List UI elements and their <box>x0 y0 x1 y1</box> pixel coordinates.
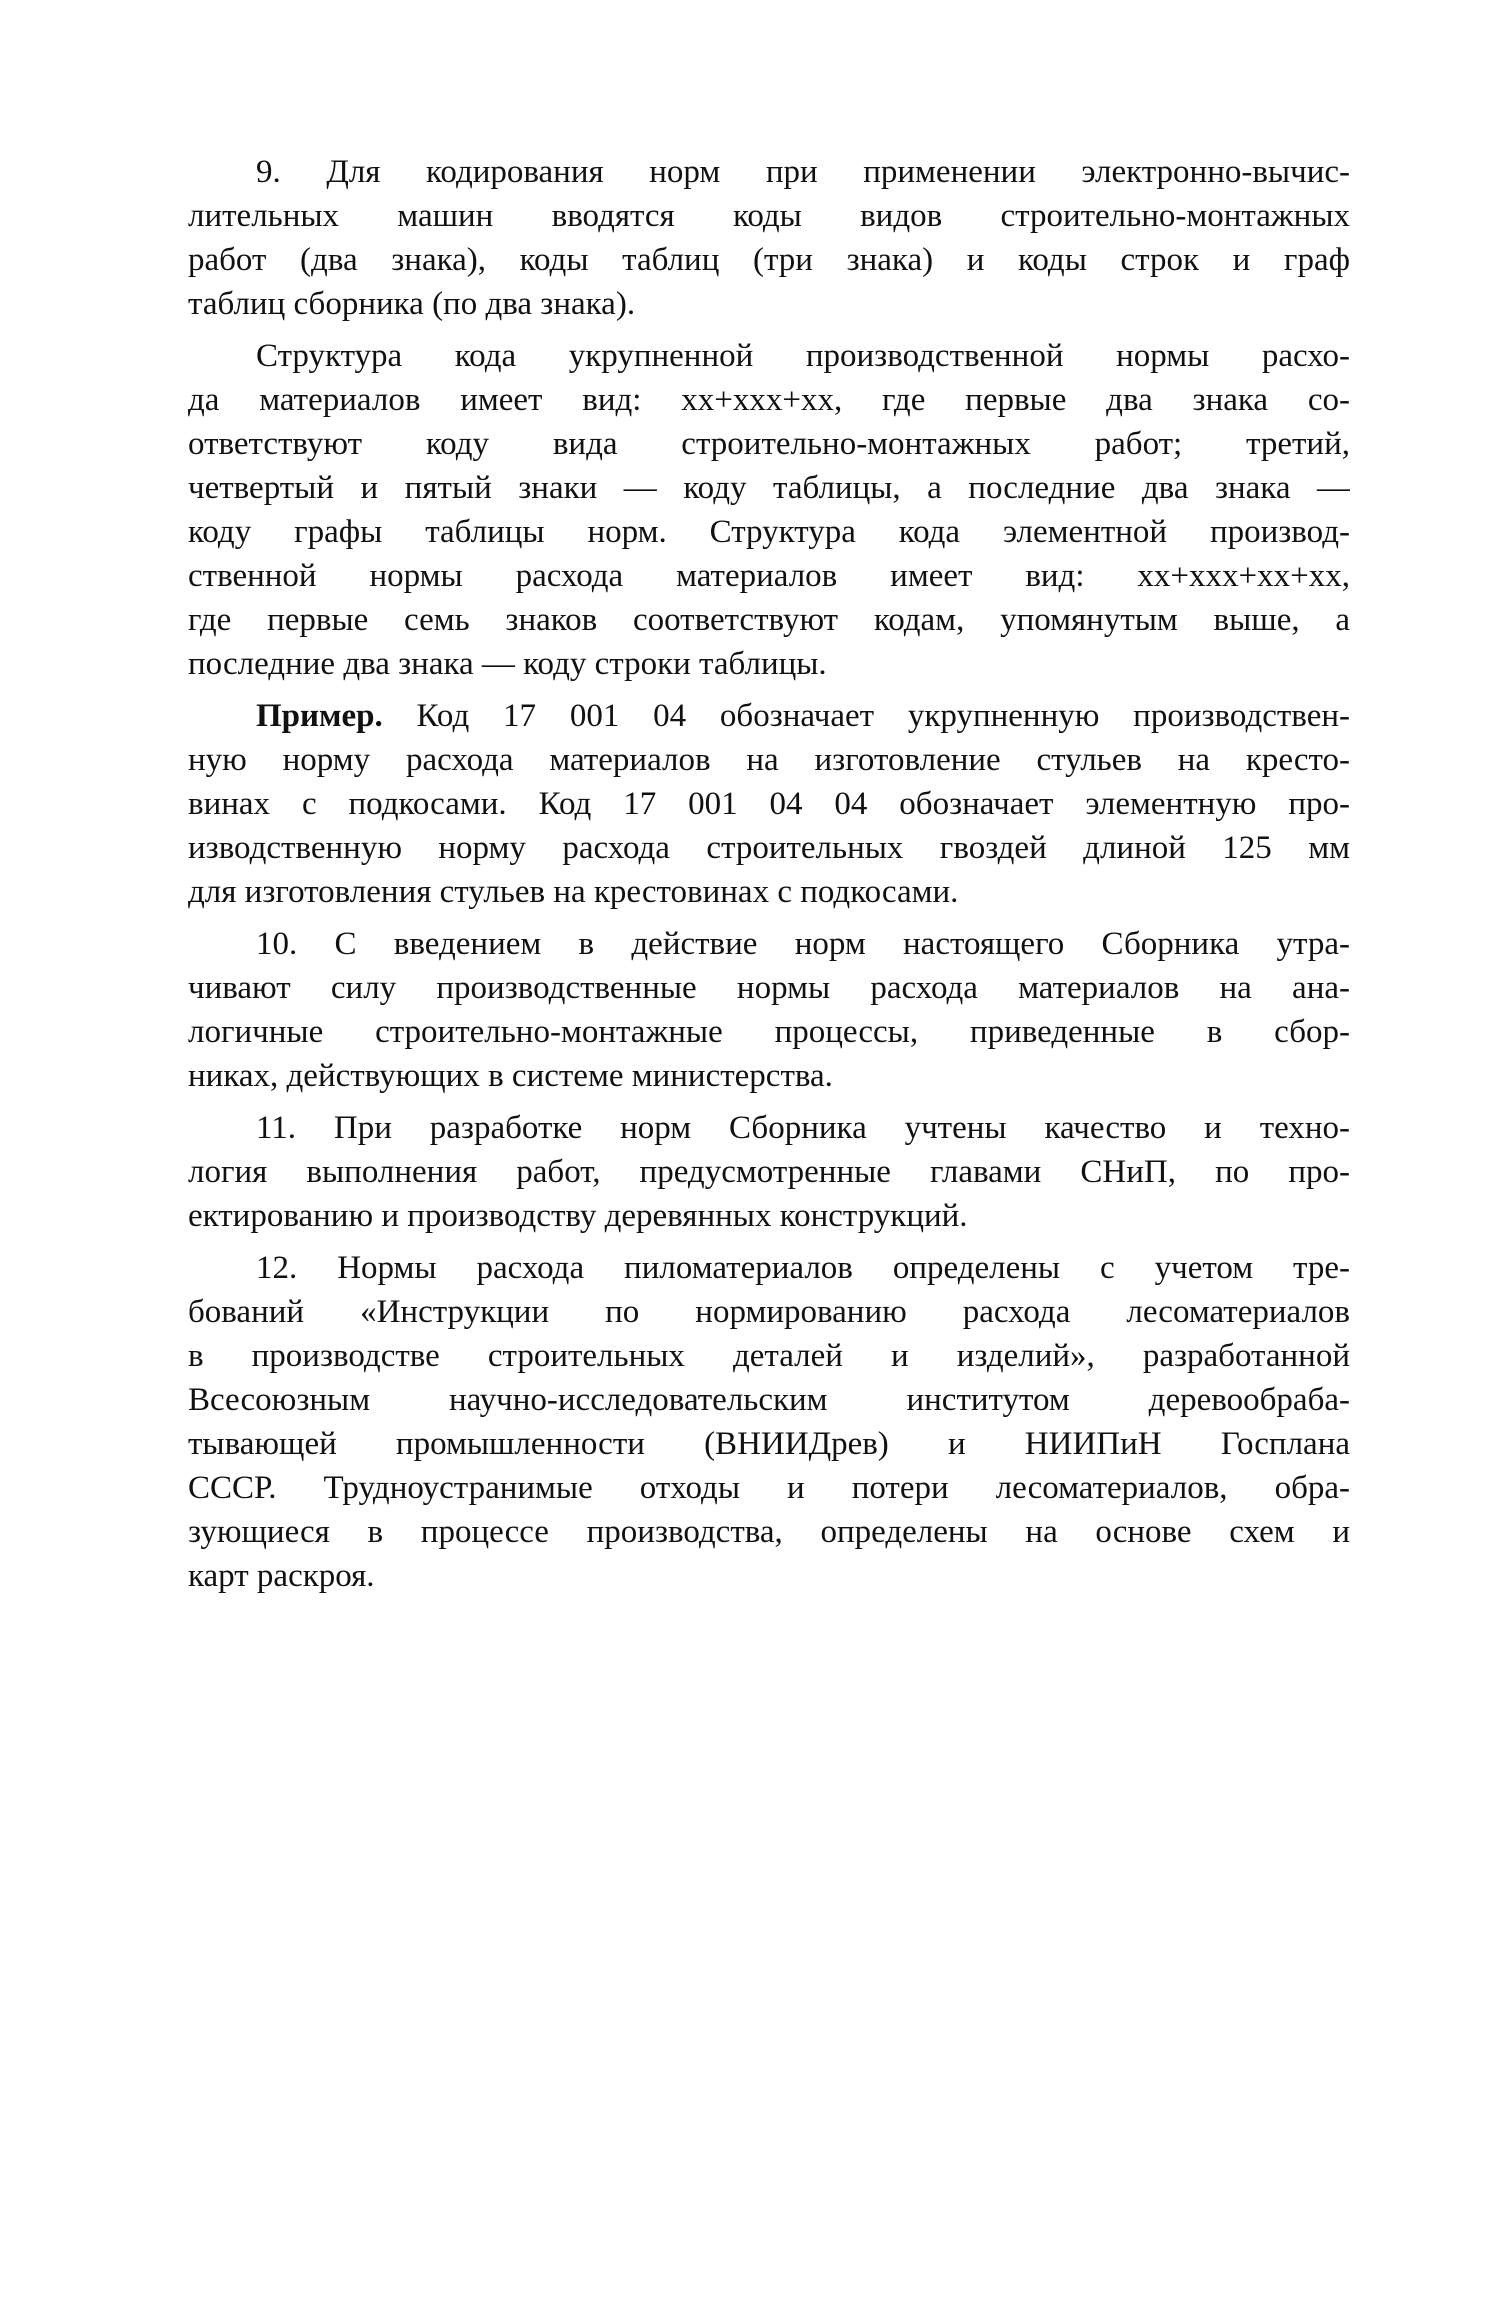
paragraph-11 <box>188 1106 1350 1238</box>
text-line: да материалов имеет вид: хх+ххх+хх, где первые два знака со- <box>188 382 1350 418</box>
text-line: где первые семь знаков соответствуют кодам, упомянутым выше, а <box>188 602 1350 638</box>
text-line: таблиц сборника (по два знака). <box>188 286 636 322</box>
text-line: Структура кода укрупненной производственной нормы расхо- <box>256 338 1350 374</box>
text-line: Всесоюзным научно-исследовательским институтом деревообраба- <box>188 1382 1350 1418</box>
text-line: в производстве строительных деталей и изделий», разработанной <box>188 1338 1350 1374</box>
example-label: Пример. <box>256 698 383 734</box>
text-line: зующиеся в процессе производства, определены на основе схем и <box>188 1514 1350 1550</box>
text-line: лительных машин вводятся коды видов строительно-монтажных <box>188 198 1350 234</box>
text-line: изводственную норму расхода строительных гвоздей длиной 125 мм <box>188 830 1350 866</box>
text-line: ектированию и производству деревянных конструкций. <box>188 1198 968 1234</box>
text-line: работ (два знака), коды таблиц (три знака) и коды строк и граф <box>188 242 1350 278</box>
document-page <box>188 150 1350 1606</box>
text-line: винах с подкосами. Код 17 001 04 04 обозначает элементную про- <box>188 786 1350 822</box>
paragraph-example <box>188 694 1350 914</box>
text-line: 12. Нормы расхода пиломатериалов определены с учетом тре- <box>256 1250 1350 1286</box>
text-line: ственной нормы расхода материалов имеет вид: хх+ххх+хх+хх, <box>188 558 1350 594</box>
text-line: СССР. Трудноустранимые отходы и потери лесоматериалов, обра- <box>188 1470 1350 1506</box>
paragraph-9 <box>188 150 1350 326</box>
text-line: для изготовления стульев на крестовинах с подкосами. <box>188 874 959 910</box>
text-line: последние два знака — коду строки таблицы. <box>188 646 827 682</box>
text-line: тывающей промышленности (ВНИИДрев) и НИИПиН Госплана <box>188 1426 1350 1462</box>
text-line: логичные строительно-монтажные процессы, приведенные в сбор- <box>188 1014 1350 1050</box>
text-line: 11. При разработке норм Сборника учтены качество и техно- <box>256 1110 1350 1146</box>
paragraph-code-structure <box>188 334 1350 686</box>
text-line: четвертый и пятый знаки — коду таблицы, а последние два знака — <box>188 470 1350 506</box>
text-line: карт раскроя. <box>188 1558 375 1594</box>
text-line: никах, действующих в системе министерства. <box>188 1058 833 1094</box>
text-line: ную норму расхода материалов на изготовление стульев на кресто- <box>188 742 1350 778</box>
text-line <box>188 694 1350 738</box>
text-line: бований «Инструкции по нормированию расхода лесоматериалов <box>188 1294 1350 1330</box>
text-line: 9. Для кодирования норм при применении электронно-вычис- <box>256 154 1350 190</box>
text-line: логия выполнения работ, предусмотренные главами СНиП, по про- <box>188 1154 1350 1190</box>
example-text: Код 17 001 04 обозначает укрупненную производствен- <box>382 698 1350 734</box>
text-line: 10. С введением в действие норм настоящего Сборника утра- <box>256 926 1350 962</box>
text-line: ответствуют коду вида строительно-монтажных работ; третий, <box>188 426 1350 462</box>
paragraph-10 <box>188 922 1350 1098</box>
text-line: чивают силу производственные нормы расхода материалов на ана- <box>188 970 1350 1006</box>
text-line: коду графы таблицы норм. Структура кода элементной производ- <box>188 514 1350 550</box>
paragraph-12 <box>188 1246 1350 1598</box>
